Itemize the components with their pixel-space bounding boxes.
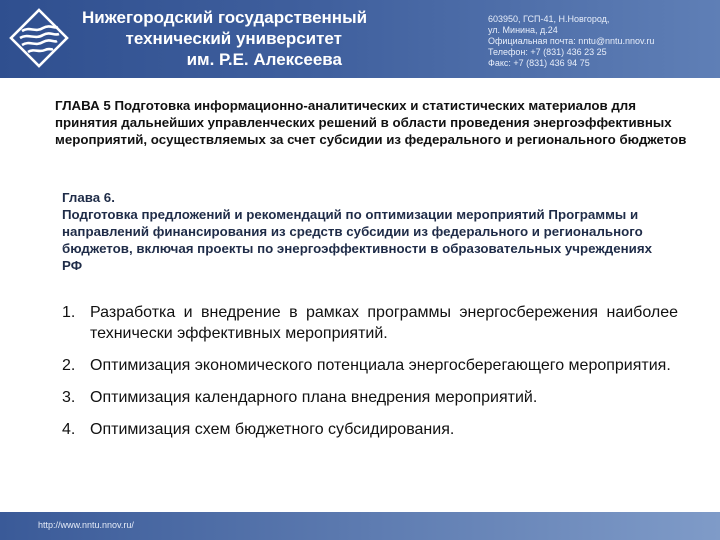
list-item-number: 2. xyxy=(62,357,76,374)
chapter-6-text: Подготовка предложений и рекомендаций по оптимизации мероприятий Программы и направлений финансирования из средств субсидии из федерального и регионального бюджетов, включая проекты по энергоэффективности в образовательных учреждениях РФ xyxy=(62,207,652,273)
chapter-6-heading xyxy=(62,189,662,274)
contact-street: ул. Минина, д.24 xyxy=(488,25,558,35)
list-item xyxy=(62,387,678,408)
tasks-list xyxy=(62,302,678,451)
contact-fax: Факс: +7 (831) 436 94 75 xyxy=(488,58,590,68)
footer-url-link[interactable]: http://www.nntu.nnov.ru/ xyxy=(38,520,134,530)
contact-block xyxy=(488,14,714,69)
list-item-text: Оптимизация календарного плана внедрения мероприятий. xyxy=(90,389,538,406)
list-item xyxy=(62,419,678,440)
list-item-text: Разработка и внедрение в рамках программы энергосбережения наиболее технически эффективных мероприятий. xyxy=(90,304,678,342)
list-item xyxy=(62,355,678,376)
contact-phone: Телефон: +7 (831) 436 23 25 xyxy=(488,47,607,57)
chapter-5-label: ГЛАВА 5 xyxy=(55,98,111,113)
list-item-number: 1. xyxy=(62,304,76,321)
university-name-line3: им. Р.Е. Алексеева xyxy=(186,50,342,69)
chapter-5-text: Подготовка информационно-аналитических и статистических материалов для принятия дальнейших управленческих решений в области проведения энергоэффективных мероприятий, осуществляемых за счет субсидии из федерального и регионального бюджетов xyxy=(55,98,687,147)
footer-banner xyxy=(0,512,720,540)
list-item-number: 3. xyxy=(62,389,76,406)
university-name xyxy=(82,7,368,70)
list-item-text: Оптимизация экономического потенциала энергосберегающего мероприятия. xyxy=(90,357,671,374)
list-item xyxy=(62,302,678,344)
university-name-line1: Нижегородский государственный xyxy=(82,8,368,27)
contact-email: Официальная почта: nntu@nntu.nnov.ru xyxy=(488,36,655,46)
list-item-text: Оптимизация схем бюджетного субсидирования. xyxy=(90,421,455,438)
header-banner xyxy=(0,0,720,78)
chapter-5-heading xyxy=(55,97,695,148)
chapter-6-label: Глава 6. xyxy=(62,190,115,205)
list-item-number: 4. xyxy=(62,421,76,438)
university-crest-icon xyxy=(8,7,70,69)
university-name-line2: технический университет xyxy=(125,29,342,48)
contact-address: 603950, ГСП-41, Н.Новгород, xyxy=(488,14,610,24)
